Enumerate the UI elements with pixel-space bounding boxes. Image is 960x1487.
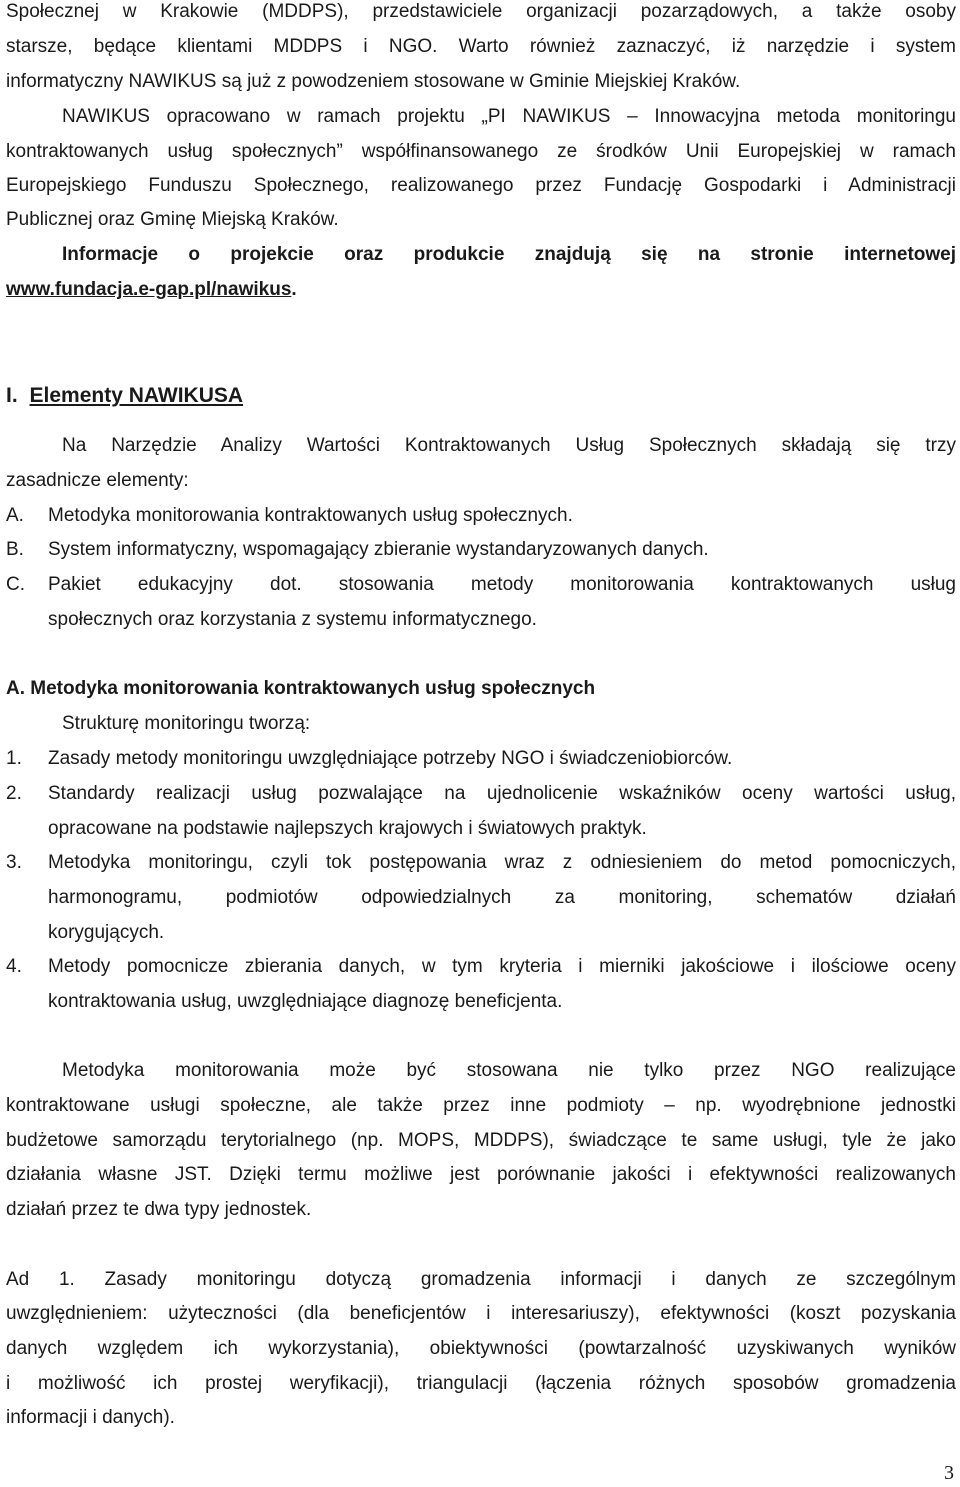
item-text: Zasady metody monitoringu uwzględniające potrzeby NGO i świadczeniobiorców. (48, 748, 733, 769)
elements-intro-line-1: Na Narzędzie Analizy Wartości Kontraktowanych Usług Społecznych składają się trzy (62, 435, 956, 456)
page-number: 3 (944, 1462, 954, 1484)
nawikus-para-line-2: kontraktowanych usług społecznych” współfinansowanego ze środków Unii Europejskiej w ramach (6, 141, 956, 162)
nawikus-para-line-4: Publicznej oraz Gminę Miejską Kraków. (6, 209, 339, 230)
info-line: Informacje o projekcie oraz produkcie znajdują się na stronie internetowej (62, 244, 956, 265)
monitoring-item-3-cont-2: korygujących. (48, 922, 165, 943)
ngo-para-line-3: budżetowe samorządu terytorialnego (np. MOPS, MDDPS), świadczące te same usługi, tyle że jako (6, 1130, 956, 1151)
project-link-line (6, 275, 956, 305)
monitoring-item-2-cont: opracowane na podstawie najlepszych krajowych i światowych praktyk. (48, 818, 647, 839)
monitoring-item-3 (6, 848, 956, 878)
monitoring-item-3-cont-1: harmonogramu, podmiotów odpowiedzialnych za monitoring, schematów działań (48, 887, 956, 908)
nawikus-para-line-3: Europejskiego Funduszu Społecznego, realizowanego przez Fundację Gospodarki i Administracji (6, 175, 956, 196)
ad1-para-line-2: uwzględnieniem: użyteczności (dla beneficjentów i interesariuszy), efektywności (koszt pozyskania (6, 1303, 956, 1324)
section-number: I. (6, 384, 18, 407)
ad1-para-line-3: danych względem ich wykorzystania), obiektywności (powtarzalność uzyskiwanych wyników (6, 1338, 956, 1359)
element-item-c (6, 570, 956, 600)
element-item-b (6, 535, 956, 565)
item-text: Pakiet edukacyjny dot. stosowania metody monitorowania kontraktowanych usług (48, 574, 956, 595)
ad1-para-line-1: Ad 1. Zasady monitoringu dotyczą gromadzenia informacji i danych ze szczególnym (6, 1269, 956, 1290)
subsection-title: A. Metodyka monitorowania kontraktowanych usług społecznych (6, 678, 596, 699)
item-marker: 1. (6, 748, 22, 769)
ad1-para-line-4: i możliwość ich prostej weryfikacji), triangulacji (łączenia różnych sposobów gromadzenia (6, 1373, 956, 1394)
item-marker: 3. (6, 852, 22, 873)
link-period: . (291, 279, 297, 300)
element-item-c-continuation: społecznych oraz korzystania z systemu informatycznego. (48, 609, 537, 630)
item-marker: 4. (6, 956, 22, 977)
item-text: System informatyczny, wspomagający zbieranie wystandaryzowanych danych. (48, 539, 709, 560)
item-text: Metody pomocnicze zbierania danych, w tym kryteria i mierniki jakościowe i ilościowe oceny (48, 956, 956, 977)
ngo-para-line-4: działania własne JST. Dzięki termu możliwe jest porównanie jakości i efektywności realizowanych (6, 1164, 956, 1185)
nawikus-para-line-1: NAWIKUS opracowano w ramach projektu „PI NAWIKUS – Innowacyjna metoda monitoringu (62, 106, 956, 127)
elements-intro-line-2: zasadnicze elementy: (6, 470, 189, 491)
ad1-para-line-5: informacji i danych). (6, 1407, 175, 1428)
monitoring-item-1 (6, 744, 956, 774)
item-text: Metodyka monitoringu, czyli tok postępowania wraz z odniesieniem do metod pomocniczych, (48, 852, 956, 873)
item-text: Metodyka monitorowania kontraktowanych usług społecznych. (48, 505, 573, 526)
ngo-para-line-1: Metodyka monitorowania może być stosowana nie tylko przez NGO realizujące (62, 1060, 956, 1081)
ngo-para-line-2: kontraktowane usługi społeczne, ale także przez inne podmioty – np. wyodrębnione jednostki (6, 1095, 956, 1116)
item-text: Standardy realizacji usług pozwalające na ujednolicenie wskaźników oceny wartości usług, (48, 783, 956, 804)
monitoring-item-4 (6, 952, 956, 982)
subsection-intro: Strukturę monitoringu tworzą: (62, 713, 311, 734)
section-heading (6, 381, 956, 411)
item-marker: C. (6, 574, 25, 595)
monitoring-item-4-cont: kontraktowania usług, uwzględniające diagnozę beneficjenta. (48, 991, 563, 1012)
item-marker: 2. (6, 783, 22, 804)
project-link[interactable]: www.fundacja.e-gap.pl/nawikus (6, 279, 292, 300)
intro-line-1: Społecznej w Krakowie (MDDPS), przedstawiciele organizacji pozarządowych, a także osoby (6, 1, 956, 22)
ngo-para-line-5: działań przez te dwa typy jednostek. (6, 1199, 312, 1220)
element-item-a (6, 501, 956, 531)
item-marker: B. (6, 539, 24, 560)
intro-line-3: informatyczny NAWIKUS są już z powodzeniem stosowane w Gminie Miejskiej Kraków. (6, 71, 741, 92)
item-marker: A. (6, 505, 24, 526)
monitoring-item-2 (6, 779, 956, 809)
intro-line-2: starsze, będące klientami MDDPS i NGO. Warto również zaznaczyć, iż narzędzie i system (6, 36, 956, 57)
section-title: Elementy NAWIKUSA (29, 384, 244, 407)
